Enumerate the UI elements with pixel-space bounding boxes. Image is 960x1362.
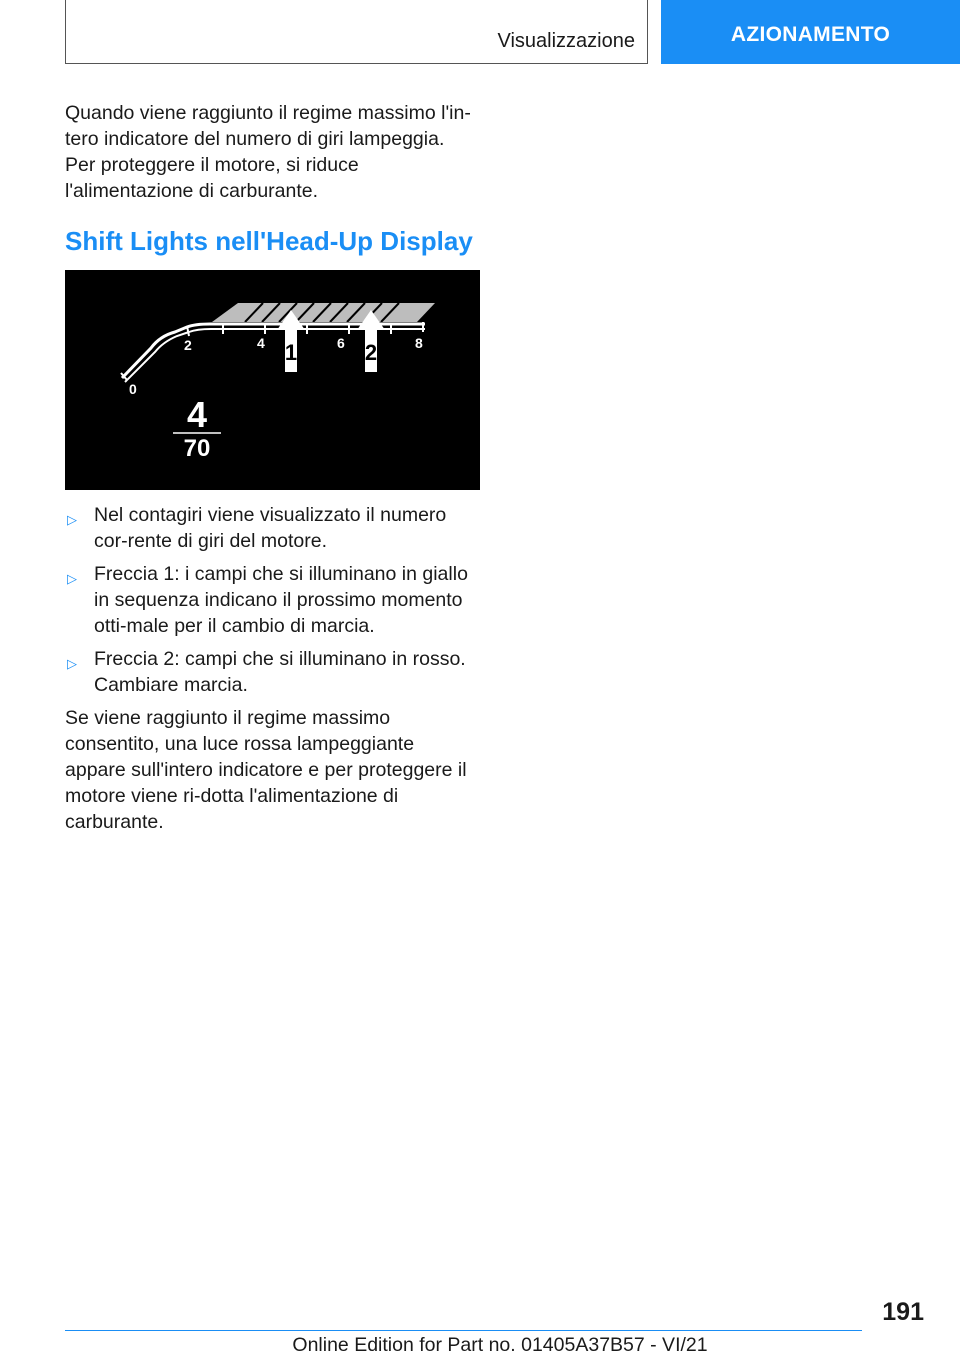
scale-label-2: 2 [184,337,192,353]
closing-paragraph: Se viene raggiunto il regime massimo consentito, una luce rossa lampeggiante appare sull'intero indicatore e per proteggere il motore viene ri-dotta l'alimentazione di carburante. [65,707,467,833]
triangle-bullet-icon: ▷ [67,512,77,527]
bullet-text: Nel contagiri viene visualizzato il numero cor-rente di giri del motore. [94,504,447,552]
list-item [65,502,480,554]
scale-label-4: 4 [257,335,265,351]
scale-label-0: 0 [129,381,137,397]
footer-divider [65,1330,862,1331]
bullet-text: Freccia 1: i campi che si illuminano in giallo in sequenza indicano il prossimo momento otti-male per il cambio di marcia. [94,563,468,637]
footer-edition-text: Online Edition for Part no. 01405A37B57 - VI/21 [292,1334,708,1356]
list-item [65,561,480,639]
tacho-scale-line [122,324,425,378]
hud-illustration [65,270,480,490]
bullet-text: Freccia 2: campi che si illuminano in rosso. Cambiare marcia. [94,648,466,696]
header-box [65,0,648,64]
intro-paragraph: Quando viene raggiunto il regime massimo l'in-tero indicatore del numero di giri lampeggia. Per proteggere il motore, si riduce l'alimentazione di carburante. [65,102,471,202]
triangle-bullet-icon: ▷ [67,571,77,586]
main-content [65,100,480,835]
page-number: 191 [882,1298,924,1326]
bullet-list [65,502,480,698]
speed-indicator: 70 [183,435,211,462]
tacho-scale-inner-line [125,329,425,382]
arrow-1-label: 1 [284,340,298,365]
header-chapter-tab[interactable]: AZIONAMENTO [661,0,960,64]
scale-ticks [121,322,423,380]
scale-label-8: 8 [415,335,423,351]
section-heading: Shift Lights nell'Head-Up Display [65,226,473,256]
arrow-2-label: 2 [364,340,378,365]
header-section-title: Visualizzazione [497,30,635,52]
list-item [65,646,480,698]
hud-shift-lights-figure [65,270,480,490]
triangle-bullet-icon: ▷ [67,656,77,671]
scale-labels [129,335,423,397]
gear-indicator: 4 [186,394,208,435]
lit-fields-band [212,303,435,322]
scale-label-6: 6 [337,335,345,351]
